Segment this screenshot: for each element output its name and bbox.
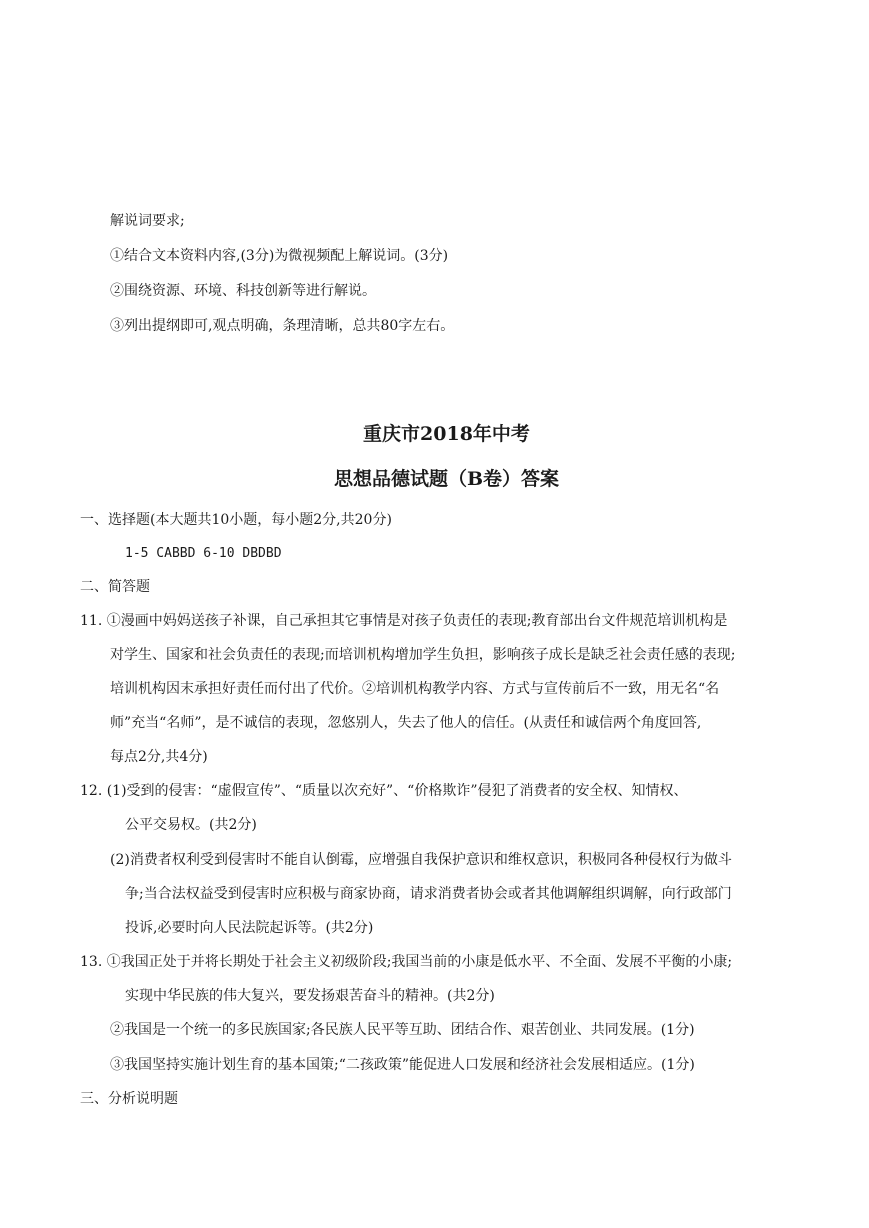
section-2-heading: 二、简答题 xyxy=(80,579,150,595)
q12-line-2: 公平交易权。(共2分) xyxy=(125,817,257,833)
section-1-heading: 一、选择题(本大题共10小题，每小题2分,共20分) xyxy=(80,512,392,528)
doc-title-line-1: 重庆市2018年中考 xyxy=(363,423,530,445)
q12-line-3: (2)消费者权利受到侵害时不能自认倒霉，应增强自我保护意识和维权意识，积极同各种侵权行为做斗 xyxy=(110,852,732,868)
q13-line-3: ②我国是一个统一的多民族国家;各民族人民平等互助、团结合作、艰苦创业、共同发展。(1分) xyxy=(110,1022,695,1038)
q12-line-5: 投诉,必要时向人民法院起诉等。(共2分) xyxy=(125,920,374,936)
q12-line-4: 争;当合法权益受到侵害时应积极与商家协商，请求消费者协会或者其他调解组织调解，向行政部门 xyxy=(125,886,732,902)
requirement-item-2: ②围绕资源、环境、科技创新等进行解说。 xyxy=(110,283,376,299)
q12-line-1: 12. (1)受到的侵害：“虚假宣传”、“质量以次充好”、“价格欺诈”侵犯了消费者的安全权、知情权、 xyxy=(80,783,688,799)
requirements-heading: 解说词要求; xyxy=(110,213,185,229)
q13-line-1: 13. ①我国正处于并将长期处于社会主义初级阶段;我国当前的小康是低水平、不全面、发展不平衡的小康; xyxy=(80,954,733,970)
section-1-answers: 1-5 CABBD 6-10 DBDBD xyxy=(125,546,282,561)
q11-line-4: 师”充当“名师”，是不诚信的表现，忽悠别人，失去了他人的信任。(从责任和诚信两个角度回答, xyxy=(110,715,702,731)
section-3-heading: 三、分析说明题 xyxy=(80,1091,178,1107)
q11-line-2: 对学生、国家和社会负责任的表现;而培训机构增加学生负担，影响孩子成长是缺乏社会责任感的表现; xyxy=(110,647,736,663)
q11-line-3: 培训机构因末承担好责任而付出了代价。②培训机构教学内容、方式与宣传前后不一致，用无名“名 xyxy=(110,681,720,697)
q13-line-2: 实现中华民族的伟大复兴，要发扬艰苦奋斗的精神。(共2分) xyxy=(125,988,495,1004)
doc-title-line-2: 思想品德试题（B卷）答案 xyxy=(333,468,560,490)
q13-line-4: ③我国坚持实施计划生育的基本国策;“二孩政策”能促进人口发展和经济社会发展相适应。(1分) xyxy=(110,1057,695,1073)
requirement-item-3: ③列出提纲即可,观点明确，条理清晰，总共80字左右。 xyxy=(110,318,455,334)
q11-line-1: 11. ①漫画中妈妈送孩子补课，自己承担其它事情是对孩子负责任的表现;教育部出台文件规范培训机构是 xyxy=(80,613,728,629)
q11-line-5: 每点2分,共4分) xyxy=(110,749,208,765)
requirement-item-1: ①结合文本资料内容,(3分)为微视频配上解说词。(3分) xyxy=(110,248,449,264)
